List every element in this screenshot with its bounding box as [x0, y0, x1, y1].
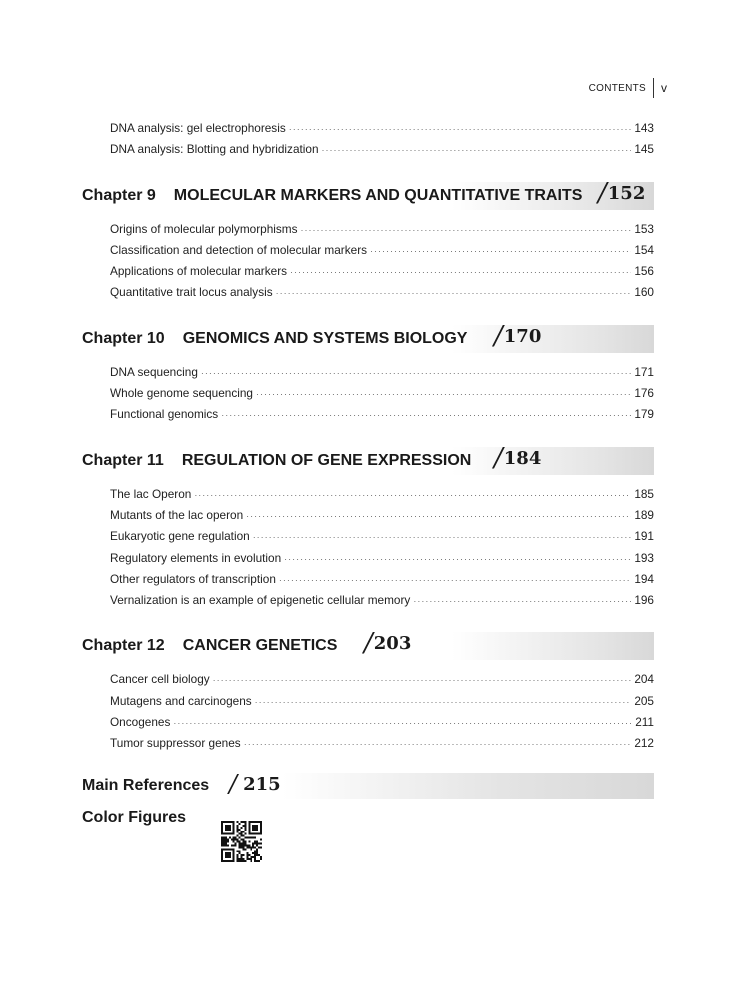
chapter-heading-9[interactable] — [82, 177, 654, 210]
toc-entry[interactable] — [110, 362, 654, 383]
slash-mark: / — [494, 320, 503, 351]
dot-leader — [256, 384, 631, 405]
dot-leader — [413, 591, 631, 612]
toc-entry[interactable] — [110, 261, 654, 282]
entry-title: Vernalization is an example of epigenetic cellular memory — [110, 593, 411, 608]
entry-title: Eukaryotic gene regulation — [110, 529, 250, 544]
references-page-number: 215 — [243, 773, 281, 795]
entry-page: 193 — [634, 550, 654, 565]
entry-page: 194 — [634, 571, 654, 586]
entry-title: Functional genomics — [110, 407, 219, 422]
chapter-title: REGULATION OF GENE EXPRESSION — [181, 451, 472, 469]
entry-title: Quantitative trait locus analysis — [110, 285, 273, 300]
toc-entry[interactable] — [110, 669, 654, 690]
chapter-title: CANCER GENETICS — [182, 637, 338, 655]
entry-title: Whole genome sequencing — [110, 386, 253, 401]
entry-title: Other regulators of transcription — [110, 571, 276, 586]
entry-page: 176 — [634, 386, 654, 401]
dot-leader — [284, 549, 631, 570]
references-page — [229, 770, 281, 798]
entry-page: 179 — [634, 407, 654, 422]
toc-entry[interactable] — [110, 240, 654, 261]
entry-page: 211 — [635, 715, 654, 730]
dot-leader — [253, 527, 632, 548]
chapter-9-entries — [82, 219, 654, 304]
toc-entry[interactable] — [110, 569, 654, 590]
dot-leader — [246, 506, 631, 527]
entry-page: 160 — [634, 285, 654, 300]
slash-mark: / — [598, 177, 607, 208]
chapter-page — [494, 321, 541, 351]
qr-code-icon[interactable] — [221, 821, 262, 862]
table-of-contents — [82, 118, 654, 830]
top-entries — [82, 118, 654, 161]
entry-page: 156 — [634, 264, 654, 279]
dot-leader — [255, 692, 632, 713]
references-title: Main References — [82, 776, 210, 794]
dot-leader — [244, 734, 632, 755]
chapter-page-number: 152 — [607, 182, 646, 204]
chapter-number: Chapter 11 — [82, 451, 164, 469]
page-number: v — [661, 81, 667, 95]
chapter-page-number: 170 — [503, 325, 542, 347]
toc-entry[interactable] — [110, 118, 654, 139]
slash-mark: / — [229, 769, 238, 798]
dot-leader — [173, 713, 632, 734]
chapter-page — [364, 628, 411, 658]
entry-title: DNA sequencing — [110, 364, 198, 379]
entry-page: 204 — [634, 672, 654, 687]
color-figures-title: Color Figures — [82, 808, 187, 826]
toc-entry[interactable] — [110, 484, 654, 505]
chapter-12-entries — [82, 669, 654, 754]
chapter-page-number: 184 — [503, 447, 542, 469]
entry-title: Oncogenes — [110, 715, 171, 730]
toc-entry[interactable] — [110, 383, 654, 404]
toc-entry[interactable] — [110, 282, 654, 303]
entry-page: 191 — [634, 529, 654, 544]
chapter-title: GENOMICS AND SYSTEMS BIOLOGY — [182, 329, 468, 347]
dot-leader — [322, 140, 632, 161]
entry-title: Applications of molecular markers — [110, 264, 288, 279]
toc-entry[interactable] — [110, 590, 654, 611]
toc-entry[interactable] — [110, 404, 654, 425]
entry-page: 189 — [634, 507, 654, 522]
entry-page: 143 — [634, 121, 654, 135]
dot-leader — [221, 405, 631, 426]
entry-title: Regulatory elements in evolution — [110, 550, 282, 565]
entry-title: Cancer cell biology — [110, 672, 210, 687]
main-references-heading[interactable] — [82, 769, 654, 799]
toc-entry[interactable] — [110, 712, 654, 733]
color-figures-heading — [82, 806, 654, 830]
chapter-heading-11[interactable] — [82, 442, 654, 475]
toc-entry[interactable] — [110, 548, 654, 569]
chapter-number: Chapter 12 — [82, 637, 165, 655]
toc-entry[interactable] — [110, 691, 654, 712]
slash-mark: / — [494, 442, 503, 473]
toc-entry[interactable] — [110, 733, 654, 754]
entry-title: Mutants of the lac operon — [110, 507, 244, 522]
dot-leader — [370, 241, 631, 262]
dot-leader — [290, 262, 631, 283]
entry-title: DNA analysis: gel electrophoresis — [110, 121, 286, 135]
entry-title: DNA analysis: Blotting and hybridization — [110, 142, 319, 157]
chapter-heading-10[interactable] — [82, 320, 654, 353]
entry-title: Classification and detection of molecular markers — [110, 242, 368, 257]
toc-entry[interactable] — [110, 139, 654, 160]
entry-page: 185 — [634, 486, 654, 501]
chapter-title: MOLECULAR MARKERS AND QUANTITATIVE TRAITS — [173, 186, 583, 204]
running-head-label: CONTENTS — [588, 82, 646, 94]
chapter-number: Chapter 10 — [82, 329, 165, 347]
chapter-number: Chapter 9 — [82, 186, 156, 204]
entry-page: 153 — [634, 221, 654, 236]
chapter-page-number: 203 — [373, 633, 412, 655]
entry-page: 196 — [634, 593, 654, 608]
entry-page: 212 — [634, 736, 654, 751]
dot-leader — [276, 283, 632, 304]
dot-leader — [289, 119, 632, 140]
chapter-10-entries — [82, 362, 654, 426]
toc-entry[interactable] — [110, 219, 654, 240]
entry-page: 171 — [634, 364, 654, 379]
dot-leader — [213, 670, 632, 691]
entry-title: Origins of molecular polymorphisms — [110, 221, 298, 236]
chapter-11-entries — [82, 484, 654, 612]
dot-leader — [301, 220, 632, 241]
chapter-heading-12[interactable] — [82, 628, 654, 660]
chapter-page — [494, 443, 541, 473]
dot-leader — [279, 570, 631, 591]
dot-leader — [194, 485, 631, 506]
entry-title: Mutagens and carcinogens — [110, 693, 252, 708]
entry-title: The lac Operon — [110, 486, 192, 501]
toc-entry[interactable] — [110, 505, 654, 526]
toc-entry[interactable] — [110, 526, 654, 547]
entry-page: 145 — [634, 142, 654, 157]
running-head — [589, 78, 667, 98]
dot-leader — [201, 363, 631, 384]
chapter-page — [598, 178, 645, 208]
entry-title: Tumor suppressor genes — [110, 736, 241, 751]
entry-page: 154 — [634, 242, 654, 257]
entry-page: 205 — [634, 693, 654, 708]
slash-mark: / — [364, 628, 373, 659]
